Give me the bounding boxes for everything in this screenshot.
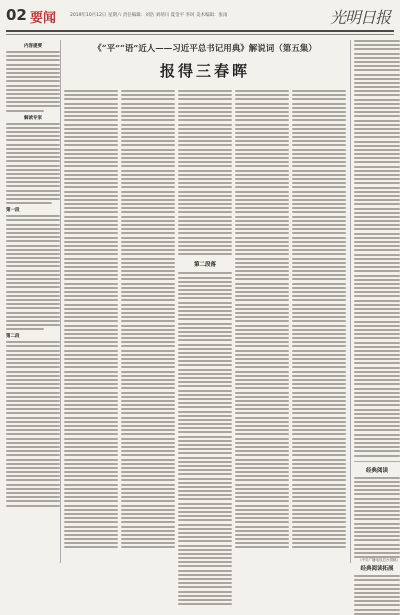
article-kicker: 《“平”“语”近人——习近平总书记用典》解说词（第五集）	[93, 44, 317, 54]
left-heading-3: 第一段	[6, 208, 20, 214]
article-headline: 报得三春晖	[159, 62, 250, 80]
right-column	[350, 40, 400, 573]
left-text-block-4	[6, 341, 60, 506]
left-text-block-1	[6, 51, 60, 112]
article-section-break: 第二段落	[193, 262, 216, 269]
source-credit: （中央广播电视总台供稿）	[358, 558, 400, 562]
reading-box-title: 经典阅读	[365, 467, 388, 474]
masthead-rule	[6, 34, 394, 35]
left-heading-2: 解读专家	[24, 115, 42, 121]
article-body	[64, 90, 346, 563]
newspaper-logo: 光明日报	[329, 8, 390, 27]
article-column-5	[292, 90, 346, 563]
masthead	[6, 4, 394, 32]
article-column-4	[235, 90, 289, 563]
right-divider	[354, 461, 400, 462]
left-text-block-3	[6, 215, 60, 330]
left-column	[6, 40, 61, 563]
article-column-3	[178, 90, 232, 563]
page-number: 02	[6, 6, 27, 24]
left-heading-4: 第二段	[6, 334, 20, 340]
reading-box-title-2: 经典阅读拓展	[360, 566, 394, 573]
article-title-block	[64, 40, 346, 84]
left-heading-1: 内容提要	[24, 44, 42, 49]
dateline: 2019年10月12日 星期六 责任编辑：刘浩 刘靖川 夏金平 李珂 美术编辑：张雨	[70, 13, 228, 18]
article-column-1	[64, 90, 118, 563]
article-column-2	[121, 90, 175, 563]
section-name: 要闻	[30, 11, 57, 26]
left-text-block-2	[6, 123, 60, 205]
